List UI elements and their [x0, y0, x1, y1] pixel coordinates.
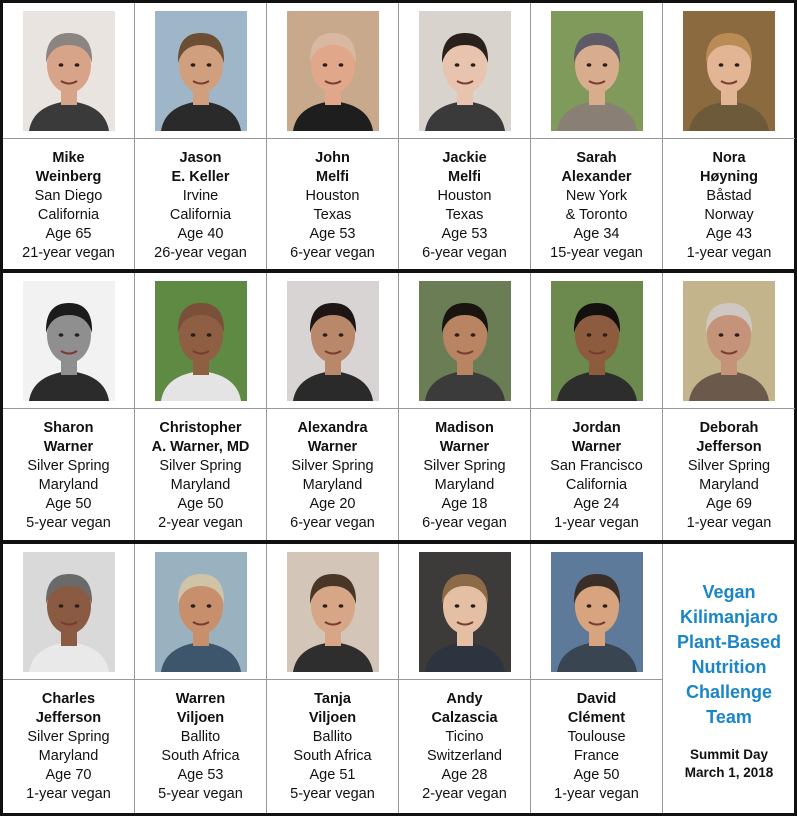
member-city: San Francisco — [550, 458, 643, 474]
member-vegan-years: 21-year vegan — [22, 245, 115, 261]
team-title-line: Plant-Based — [676, 632, 782, 652]
summit-label: Summit Day — [689, 747, 769, 762]
roster-row-2 — [3, 273, 794, 544]
member-vegan-years: 6-year vegan — [422, 515, 507, 531]
member-last-name: Jefferson — [35, 710, 102, 726]
member-photo-area — [135, 3, 266, 139]
member-info — [531, 419, 662, 533]
summit-date — [663, 746, 795, 782]
member-card — [399, 273, 531, 540]
member-photo — [155, 281, 247, 401]
member-card — [135, 3, 267, 269]
member-vegan-years: 5-year vegan — [158, 786, 243, 802]
member-first-name: John — [315, 150, 350, 166]
member-photo-area — [399, 273, 530, 409]
member-region: Maryland — [302, 477, 363, 493]
member-vegan-years: 1-year vegan — [554, 515, 639, 531]
member-last-name: E. Keller — [171, 169, 230, 185]
member-photo — [155, 552, 247, 672]
member-photo — [551, 281, 643, 401]
member-first-name: Nora — [712, 150, 746, 166]
member-age: Age 53 — [309, 226, 356, 242]
member-photo — [683, 11, 775, 131]
member-first-name: Sarah — [576, 150, 617, 166]
member-photo — [23, 11, 115, 131]
member-region: California — [565, 477, 628, 493]
member-age: Age 53 — [441, 226, 488, 242]
member-region: Texas — [445, 207, 484, 223]
member-city: Houston — [305, 188, 360, 204]
member-info — [663, 419, 795, 533]
member-photo — [287, 281, 379, 401]
member-city: Toulouse — [567, 729, 626, 745]
member-age: Age 20 — [309, 496, 356, 512]
member-card — [531, 544, 663, 813]
member-first-name: Sharon — [43, 420, 94, 436]
member-city: New York — [565, 188, 628, 204]
member-city: Silver Spring — [159, 458, 242, 474]
member-info — [3, 419, 134, 533]
member-city: Silver Spring — [291, 458, 374, 474]
member-card — [663, 3, 795, 269]
member-vegan-years: 6-year vegan — [290, 245, 375, 261]
member-last-name: Viljoen — [308, 710, 357, 726]
member-vegan-years: 6-year vegan — [290, 515, 375, 531]
member-first-name: Madison — [435, 420, 494, 436]
team-title-card — [663, 544, 795, 813]
member-region: France — [573, 748, 620, 764]
member-age: Age 18 — [441, 496, 488, 512]
member-photo — [287, 11, 379, 131]
member-photo-area — [3, 3, 134, 139]
team-title-line: Challenge — [685, 682, 773, 702]
member-photo-area — [267, 3, 398, 139]
member-region: South Africa — [293, 748, 372, 764]
member-photo-area — [135, 273, 266, 409]
summit-date-value: March 1, 2018 — [684, 765, 774, 780]
member-region: Norway — [704, 207, 754, 223]
member-info — [531, 149, 662, 263]
member-vegan-years: 2-year vegan — [158, 515, 243, 531]
member-vegan-years: 26-year vegan — [154, 245, 247, 261]
member-city: Silver Spring — [27, 729, 110, 745]
member-photo-area — [267, 544, 398, 680]
member-city: Silver Spring — [687, 458, 771, 474]
member-photo — [287, 552, 379, 672]
member-card — [399, 544, 531, 813]
member-city: Ballito — [180, 729, 221, 745]
member-last-name: Warner — [439, 439, 490, 455]
member-vegan-years: 5-year vegan — [290, 786, 375, 802]
member-age: Age 70 — [45, 767, 92, 783]
member-photo — [23, 552, 115, 672]
member-photo — [419, 11, 511, 131]
member-last-name: Warner — [307, 439, 358, 455]
member-info — [135, 149, 266, 263]
member-city: Irvine — [182, 188, 219, 204]
member-info — [267, 690, 398, 804]
team-title-line: Team — [706, 707, 752, 727]
member-vegan-years: 1-year vegan — [26, 786, 111, 802]
member-first-name: Mike — [52, 150, 85, 166]
member-info — [3, 690, 134, 804]
member-region: Maryland — [434, 477, 495, 493]
member-first-name: Tanja — [314, 691, 351, 707]
member-first-name: Charles — [41, 691, 96, 707]
member-info — [399, 690, 530, 804]
member-city: Ballito — [312, 729, 353, 745]
member-age: Age 53 — [177, 767, 224, 783]
member-region: California — [169, 207, 232, 223]
member-age: Age 24 — [573, 496, 620, 512]
member-card — [267, 544, 399, 813]
member-region: Maryland — [170, 477, 231, 493]
member-vegan-years: 1-year vegan — [554, 786, 639, 802]
member-card — [135, 273, 267, 540]
member-region: & Toronto — [565, 207, 628, 223]
member-last-name: Warner — [571, 439, 622, 455]
member-last-name: Melfi — [315, 169, 350, 185]
member-city: Silver Spring — [423, 458, 506, 474]
member-region: Maryland — [38, 748, 99, 764]
member-info — [135, 690, 266, 804]
member-first-name: Andy — [446, 691, 483, 707]
member-card — [399, 3, 531, 269]
member-age: Age 43 — [706, 226, 752, 242]
member-photo — [155, 11, 247, 131]
team-title-line: Kilimanjaro — [679, 607, 779, 627]
member-info — [399, 149, 530, 263]
member-photo-area — [663, 3, 795, 139]
team-title-line: Nutrition — [691, 657, 767, 677]
member-last-name: Melfi — [447, 169, 482, 185]
member-region: Switzerland — [427, 748, 502, 764]
member-region: Texas — [313, 207, 352, 223]
member-photo-area — [399, 544, 530, 680]
member-region: South Africa — [161, 748, 240, 764]
member-photo-area — [399, 3, 530, 139]
member-last-name: A. Warner, MD — [151, 439, 250, 455]
member-info — [399, 419, 530, 533]
member-city: San Diego — [34, 188, 103, 204]
member-age: Age 34 — [573, 226, 620, 242]
member-age: Age 51 — [309, 767, 356, 783]
member-photo-area — [135, 544, 266, 680]
member-vegan-years: 5-year vegan — [26, 515, 111, 531]
member-photo — [551, 552, 643, 672]
member-region: Maryland — [699, 477, 759, 493]
member-card — [3, 544, 135, 813]
member-city: Silver Spring — [27, 458, 110, 474]
member-photo-area — [531, 3, 662, 139]
member-vegan-years: 1-year vegan — [686, 515, 772, 531]
member-first-name: Deborah — [699, 420, 759, 436]
member-vegan-years: 2-year vegan — [422, 786, 507, 802]
roster-row-1 — [3, 3, 794, 273]
member-card — [531, 3, 663, 269]
member-info — [663, 149, 795, 263]
member-vegan-years: 15-year vegan — [550, 245, 643, 261]
member-last-name: Warner — [43, 439, 94, 455]
member-city: Ticino — [445, 729, 484, 745]
member-city: Houston — [437, 188, 492, 204]
member-region: California — [37, 207, 100, 223]
member-age: Age 28 — [441, 767, 488, 783]
member-age: Age 50 — [573, 767, 620, 783]
member-card — [663, 273, 795, 540]
member-photo — [419, 552, 511, 672]
member-vegan-years: 1-year vegan — [686, 245, 772, 261]
member-last-name: Alexander — [561, 169, 632, 185]
team-title-line: Vegan — [702, 582, 756, 602]
member-card — [267, 3, 399, 269]
member-last-name: Weinberg — [35, 169, 102, 185]
member-last-name: Calzascia — [431, 710, 498, 726]
member-age: Age 65 — [45, 226, 92, 242]
member-age: Age 50 — [45, 496, 92, 512]
member-photo-area — [531, 544, 662, 680]
member-first-name: Warren — [175, 691, 226, 707]
member-photo-area — [663, 273, 795, 409]
member-age: Age 69 — [706, 496, 752, 512]
member-photo — [23, 281, 115, 401]
member-photo-area — [531, 273, 662, 409]
member-info — [135, 419, 266, 533]
member-first-name: Alexandra — [297, 420, 368, 436]
member-card — [3, 3, 135, 269]
roster-row-3 — [3, 544, 794, 813]
member-first-name: Jordan — [572, 420, 621, 436]
member-age: Age 50 — [177, 496, 224, 512]
member-card — [135, 544, 267, 813]
member-first-name: Jason — [179, 150, 222, 166]
member-first-name: Jackie — [442, 150, 487, 166]
member-last-name: Viljoen — [176, 710, 225, 726]
member-card — [531, 273, 663, 540]
member-last-name: Jefferson — [696, 439, 762, 455]
member-last-name: Clément — [567, 710, 626, 726]
member-photo — [551, 11, 643, 131]
member-photo — [419, 281, 511, 401]
member-age: Age 40 — [177, 226, 224, 242]
member-info — [267, 419, 398, 533]
member-photo-area — [267, 273, 398, 409]
member-last-name: Høyning — [700, 169, 758, 185]
member-card — [3, 273, 135, 540]
member-photo-area — [3, 273, 134, 409]
member-info — [267, 149, 398, 263]
member-first-name: David — [576, 691, 617, 707]
member-photo-area — [3, 544, 134, 680]
member-photo — [683, 281, 775, 401]
team-title — [663, 580, 795, 730]
member-info — [531, 690, 662, 804]
member-city: Båstad — [706, 188, 752, 204]
member-card — [267, 273, 399, 540]
member-first-name: Christopher — [159, 420, 242, 436]
member-region: Maryland — [38, 477, 99, 493]
member-vegan-years: 6-year vegan — [422, 245, 507, 261]
member-info — [3, 149, 134, 263]
